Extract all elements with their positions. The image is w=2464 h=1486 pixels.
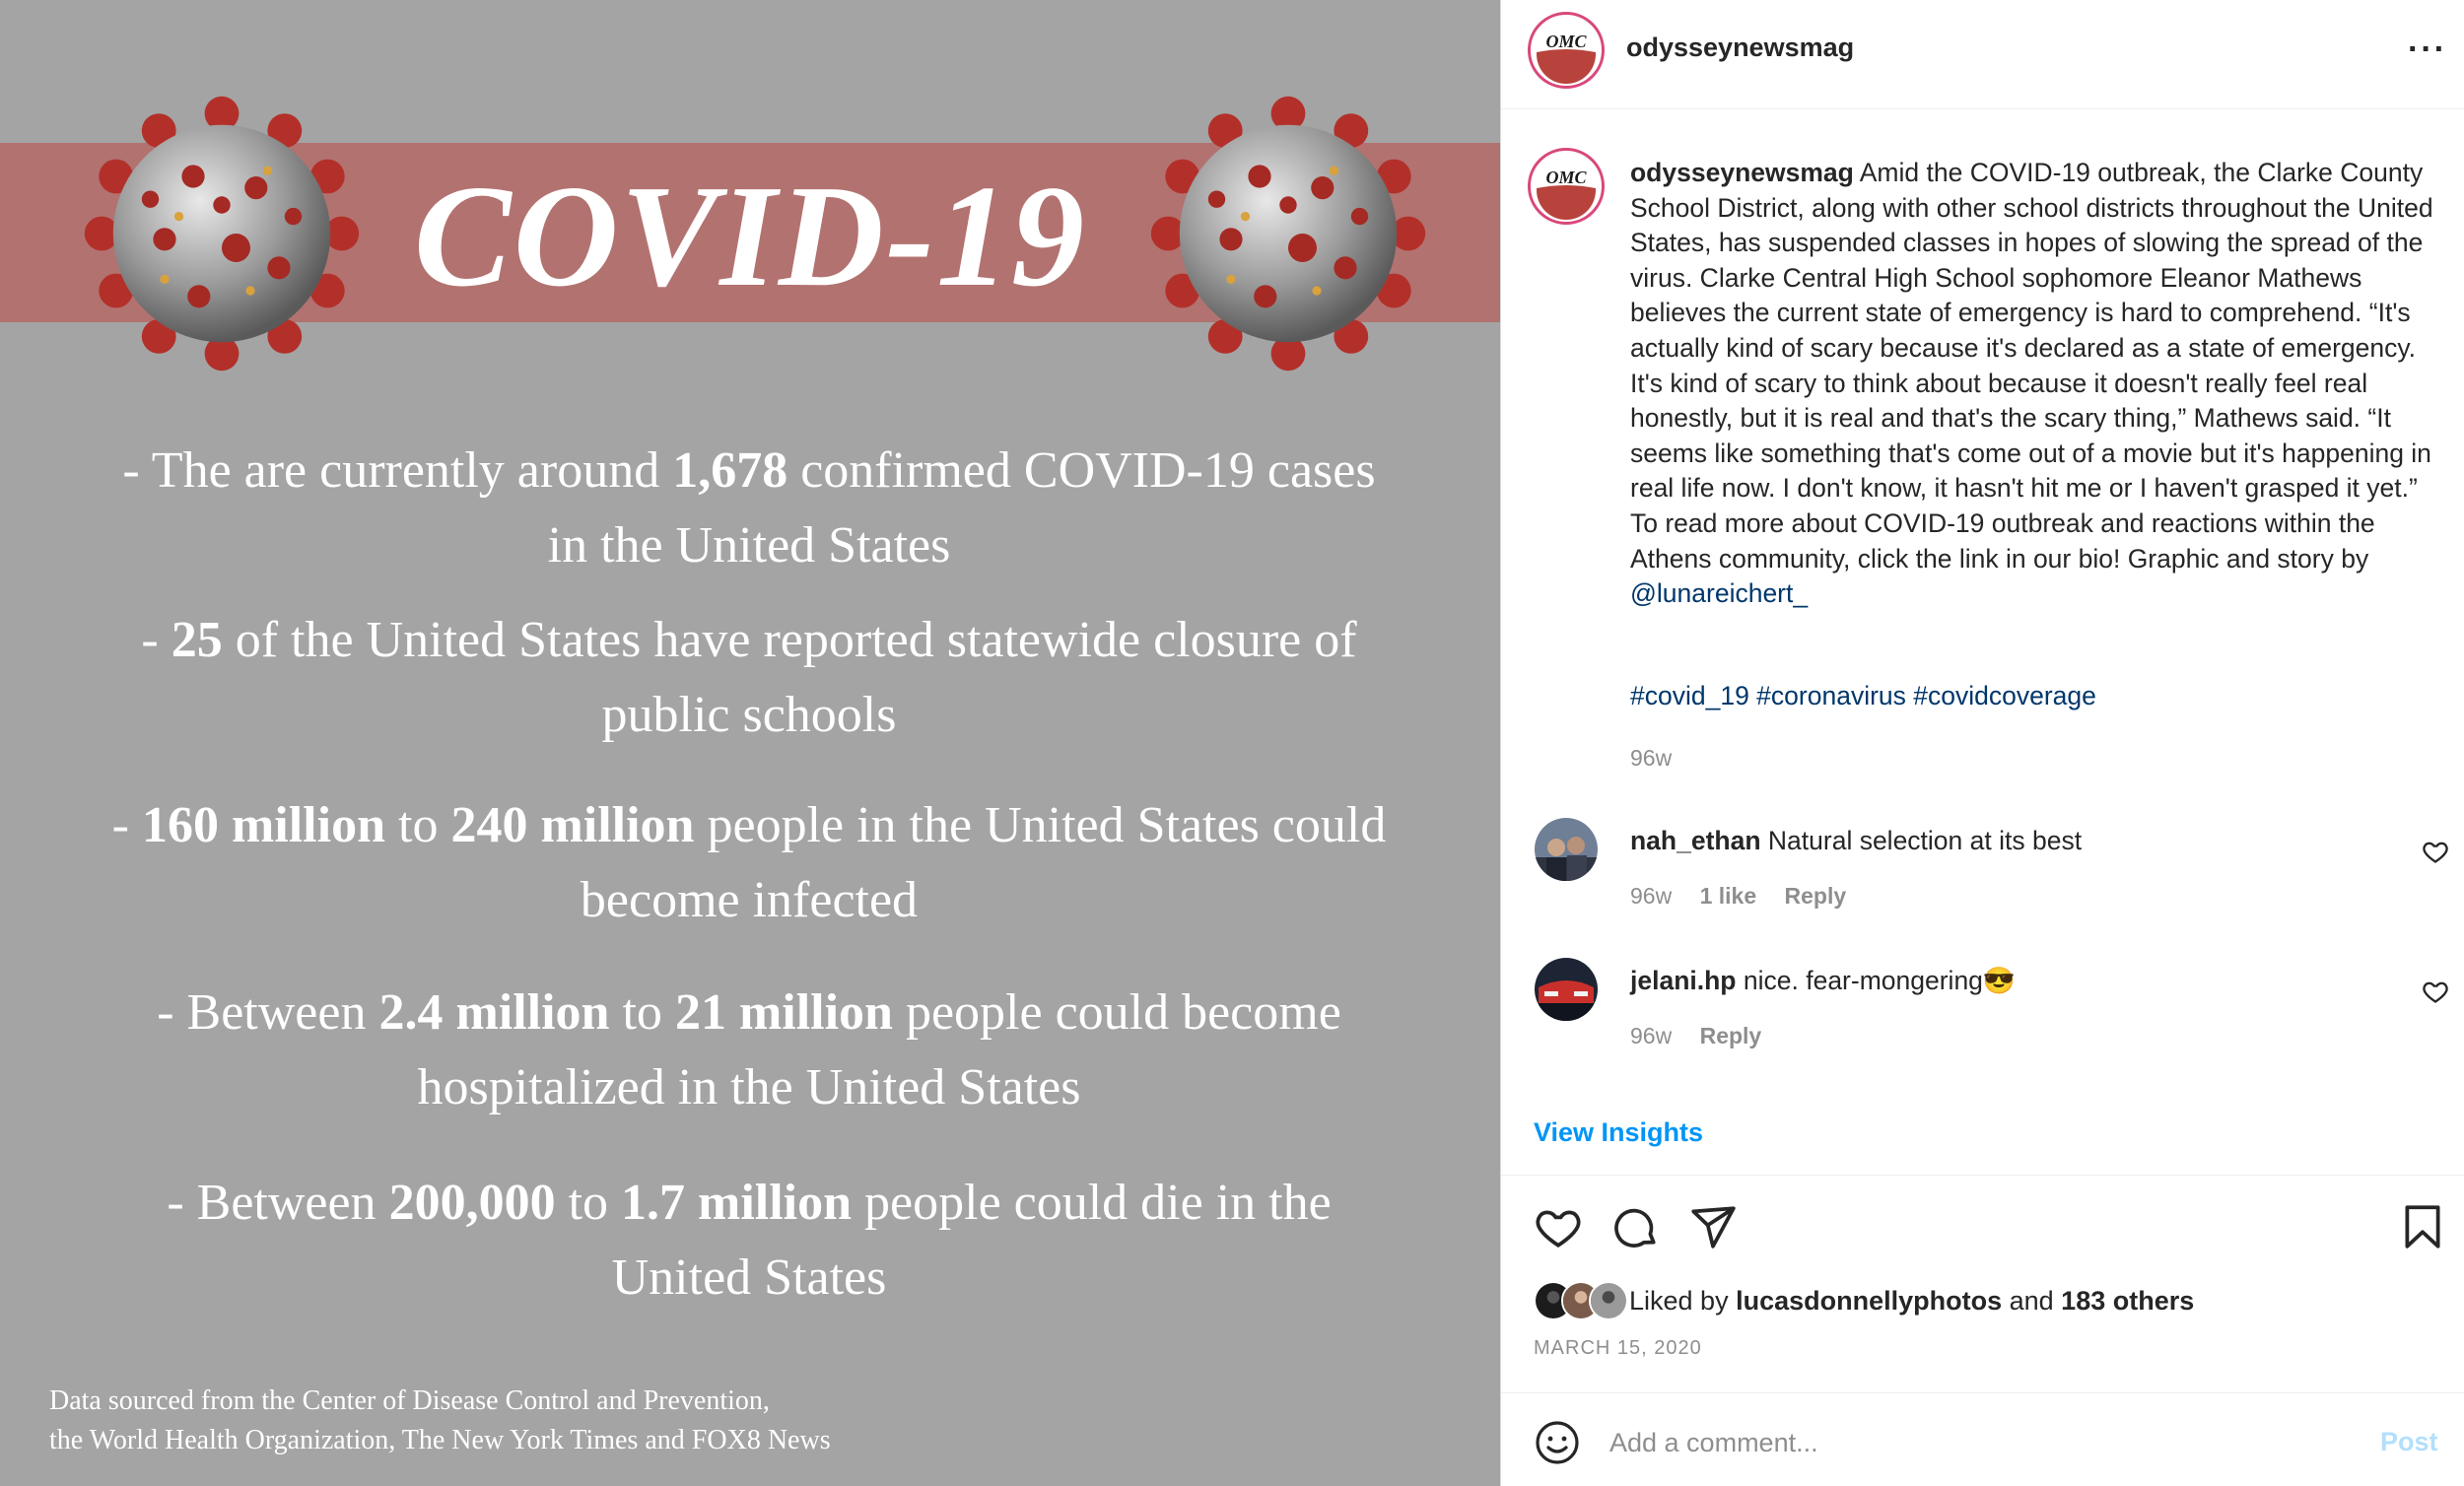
comment-username[interactable]: jelani.hp: [1630, 966, 1737, 995]
fact-highlight: 21 million: [674, 984, 893, 1041]
fact-highlight: 200,000: [388, 1175, 556, 1231]
fact-text: people could become hospitalized in the United States: [417, 984, 1341, 1115]
divider: [1501, 1175, 2464, 1176]
avatar[interactable]: [1528, 148, 1605, 225]
bookmark-icon[interactable]: [2398, 1202, 2447, 1251]
comment-likes[interactable]: 1 like: [1699, 883, 1757, 909]
fact-text: to: [555, 1175, 622, 1231]
fact-text: to: [385, 797, 451, 853]
comment: [1501, 818, 2464, 926]
fact-text: - Between: [157, 984, 379, 1041]
avatar[interactable]: [1535, 818, 1598, 881]
liked-by-username[interactable]: lucasdonnellyphotos: [1736, 1286, 2003, 1316]
fact-text: people could die in the United States: [611, 1175, 1332, 1306]
fact-highlight: 25: [171, 612, 223, 668]
source-line: Data sourced from the Center of Disease Control and Prevention,: [49, 1385, 770, 1416]
comment-input[interactable]: [1609, 1421, 2299, 1464]
comment-timestamp: 96w: [1630, 883, 1673, 909]
fact-text: confirmed COVID-19 cases in the United States: [547, 442, 1376, 574]
hashtag-links[interactable]: #covid_19 #coronavirus #covidcoverage: [1630, 681, 2096, 710]
fact-text: - The are currently around: [122, 442, 673, 499]
fact-highlight: 2.4 million: [378, 984, 610, 1041]
graphic-title: COVID-19: [413, 156, 1087, 317]
comment-meta: [1630, 883, 1868, 910]
source-line: the World Health Organization, The New York Times and FOX8 News: [49, 1425, 831, 1455]
comment-username[interactable]: nah_ethan: [1630, 826, 1761, 855]
fact-text: to: [609, 984, 675, 1041]
caption-text: [1630, 156, 2438, 612]
caption-timestamp: 96w: [1630, 745, 1673, 771]
fact-highlight: 1.7 million: [621, 1175, 853, 1231]
header-username[interactable]: odysseynewsmag: [1626, 33, 1855, 62]
heart-icon[interactable]: [2422, 978, 2449, 1005]
likes-summary: [1629, 1286, 2194, 1317]
caption-body: Amid the COVID-19 outbreak, the Clarke County School District, along with other school districts throughout the United States, has suspended classes in hopes of slowing the spread of the virus. Clarke Central High School sophomore Eleanor Mathews believes the current state of emergency is hard to comprehend. “It's actually kind of scary because it's declared as a state of emergency. It's kind of scary to think about because it doesn't really feel real honestly, but it is real and that's the scary thing,” Mathews said. “It seems like something that's come out of a movie but it's happening in real life now. I don't know, it hasn't hit me or I haven't grasped it yet.” To read more about COVID-19 outbreak and reactions within the Athens community, click the link in our bio! Graphic and story by: [1630, 158, 2433, 574]
likes-and: and: [2002, 1286, 2062, 1316]
mention-link[interactable]: @lunareichert_: [1630, 578, 1809, 609]
caption-username[interactable]: odysseynewsmag: [1630, 158, 1854, 187]
share-paper-plane-icon[interactable]: [1688, 1202, 1738, 1251]
likes-others-link[interactable]: 183 others: [2061, 1286, 2195, 1316]
fact-text: - Between: [167, 1175, 389, 1231]
fact-item: [108, 976, 1390, 1125]
more-horizontal-icon[interactable]: ···: [2408, 31, 2447, 68]
fact-text: -: [111, 797, 142, 853]
post-header: [1501, 0, 2464, 109]
avatar: [1589, 1281, 1628, 1320]
comment-text: [1630, 826, 2082, 856]
comment: [1501, 958, 2464, 1066]
comment-meta: [1630, 1023, 1783, 1049]
avatar[interactable]: [1535, 958, 1598, 1021]
fact-text: -: [141, 612, 171, 668]
heart-icon[interactable]: [1534, 1202, 1583, 1251]
source-note: [49, 1382, 831, 1460]
fact-highlight: 1,678: [672, 442, 788, 499]
comment-body: Natural selection at its best: [1767, 826, 2083, 855]
fact-highlight: 240 million: [450, 797, 695, 853]
view-insights-link[interactable]: View Insights: [1534, 1117, 1704, 1147]
comment-bubble-icon[interactable]: [1611, 1202, 1661, 1251]
post-date[interactable]: MARCH 15, 2020: [1534, 1337, 1702, 1359]
heart-icon[interactable]: [2422, 838, 2449, 865]
fact-item: [108, 434, 1390, 583]
reply-button[interactable]: Reply: [1699, 1023, 1762, 1048]
post-side-panel: [1500, 0, 2464, 1486]
comment-timestamp: 96w: [1630, 1023, 1673, 1048]
fact-item: [108, 788, 1390, 938]
comment-text: [1630, 966, 2016, 996]
avatar-logo-text: OMC: [1545, 168, 1587, 187]
fact-text: people in the United States could become infected: [580, 797, 1387, 928]
fact-text: of the United States have reported statewide closure of public schools: [222, 612, 1357, 743]
avatar-logo-text: OMC: [1545, 32, 1587, 51]
divider: [1501, 1392, 2464, 1393]
avatar[interactable]: [1528, 12, 1605, 89]
comment-body: nice. fear-mongering😎: [1743, 966, 2016, 995]
likes-prefix: Liked by: [1629, 1286, 1737, 1316]
emoji-smiley-icon[interactable]: [1534, 1419, 1581, 1466]
post-comment-button[interactable]: Post: [2380, 1427, 2438, 1456]
fact-highlight: 160 million: [141, 797, 385, 853]
fact-item: [108, 1166, 1390, 1316]
fact-item: [108, 603, 1390, 753]
reply-button[interactable]: Reply: [1784, 883, 1847, 909]
